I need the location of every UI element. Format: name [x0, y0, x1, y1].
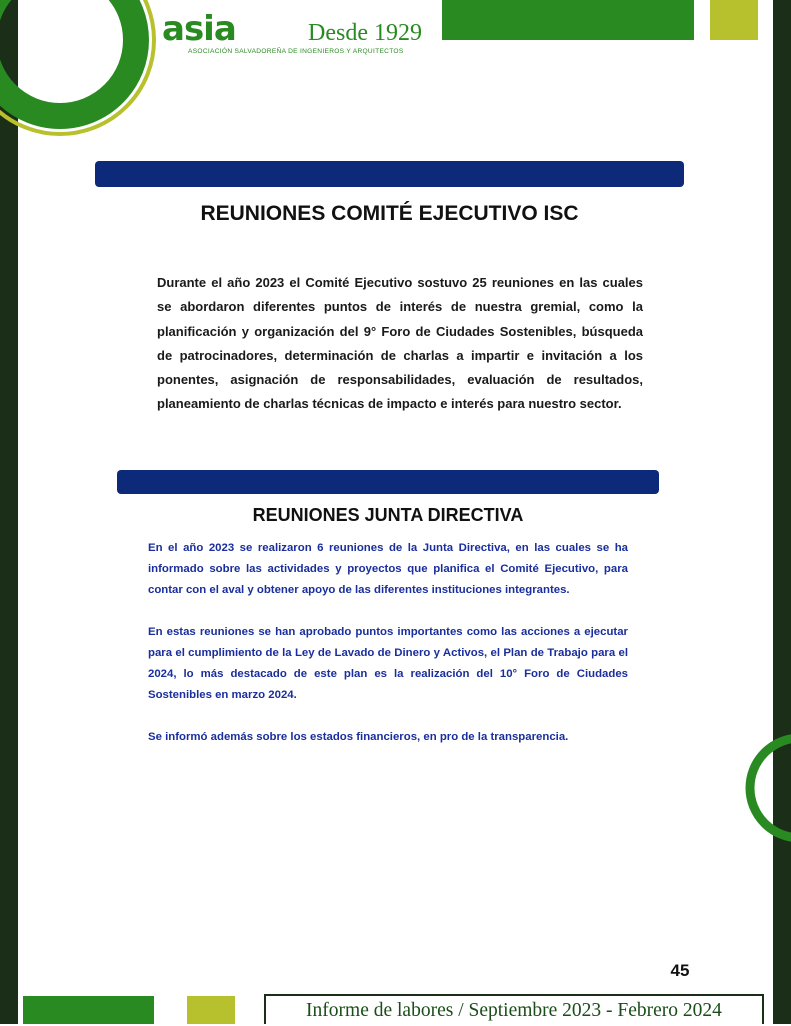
header-lime-block	[710, 0, 758, 40]
decorative-circle-right	[740, 728, 791, 848]
footer-report-title: Informe de labores / Septiembre 2023 - Febrero 2024	[264, 994, 764, 1024]
right-border-bar	[773, 0, 791, 1024]
section-divider-bar	[95, 161, 684, 187]
footer-green-block	[23, 996, 154, 1024]
footer-lime-block	[187, 996, 235, 1024]
header-green-block	[442, 0, 694, 40]
section-divider-bar	[117, 470, 659, 494]
decorative-circles-top-left	[0, 0, 160, 140]
section-body-comite: Durante el año 2023 el Comité Ejecutivo sostuvo 25 reuniones en las cuales se abordaron diferentes puntos de interés de nuestra gremial, como la planificación y organización del 9° Foro de Ciudades Sostenibles, búsqueda de patrocinadores, determinación de charlas a impartir e invitación a los ponentes, asignación de responsabilidades, evaluación de resultados, planeamiento de charlas técnicas de impacto e interés para nuestro sector.	[157, 275, 643, 412]
logo-since: Desde 1929	[308, 20, 422, 46]
section-title-junta: REUNIONES JUNTA DIRECTIVA	[252, 505, 524, 525]
left-border-bar	[0, 0, 18, 1024]
asia-logo	[160, 10, 430, 60]
logo-wordmark: asia	[162, 10, 236, 49]
section-title-comite: REUNIONES COMITÉ EJECUTIVO ISC	[200, 202, 579, 225]
junta-paragraph: En estas reuniones se han aprobado puntos importantes como las acciones a ejecutar para el cumplimiento de la Ley de Lavado de Dinero y Activos, el Plan de Trabajo para el 2024, lo más destacado de este plan es la realización del 10° Foro de Ciudades Sostenibles en marzo 2024.	[148, 626, 628, 701]
page-number: 45	[670, 961, 690, 980]
junta-paragraph: Se informó además sobre los estados financieros, en pro de la transparencia.	[148, 731, 569, 743]
logo-subtitle: ASOCIACIÓN SALVADOREÑA DE INGENIEROS Y ARQUITECTOS	[188, 48, 404, 55]
junta-paragraph: En el año 2023 se realizaron 6 reuniones de la Junta Directiva, en las cuales se ha informado sobre las actividades y proyectos que planifica el Comité Ejecutivo, para contar con el aval y obtener apoyo de las diferentes instituciones integrantes.	[148, 542, 628, 596]
